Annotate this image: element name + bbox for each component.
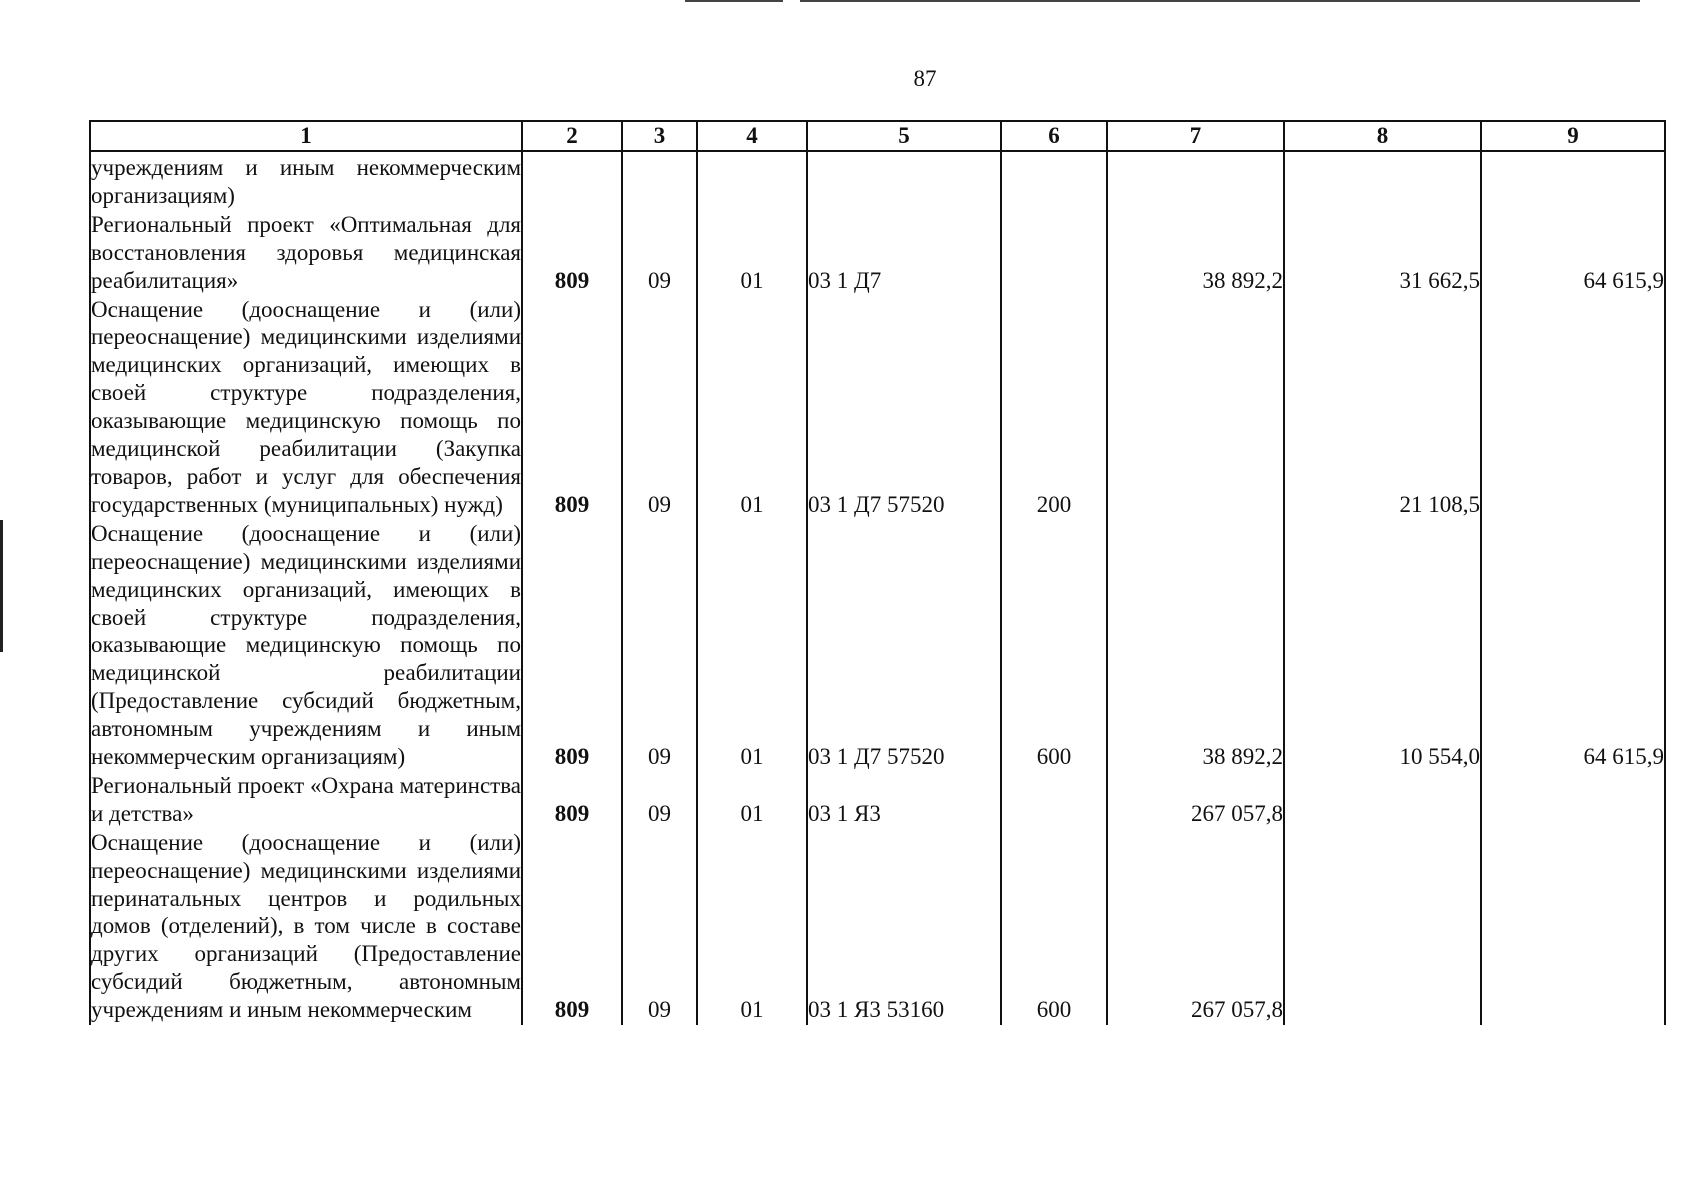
amount-col9	[1481, 151, 1665, 211]
table-row	[90, 296, 1665, 520]
column-header: 7	[1107, 121, 1284, 151]
amount-col7: 267 057,8	[1107, 772, 1284, 829]
subsection-code	[697, 151, 807, 211]
ministry-code: 809	[522, 211, 622, 296]
target-article-code: 03 1 Д7 57520	[807, 296, 1001, 520]
table-row	[90, 520, 1665, 772]
amount-col7: 38 892,2	[1107, 520, 1284, 772]
column-header: 4	[697, 121, 807, 151]
subsection-code: 01	[697, 211, 807, 296]
expense-type-code: 600	[1001, 829, 1107, 1025]
row-description: Оснащение (дооснащение и (или) переоснащение) медицинскими изделиями медицинских организаций, имеющих в своей структуре подразделения, оказывающие медицинскую помощь по медицинской реабилитации (Закупка товаров, работ и услуг для обеспечения государственных (муниципальных) нужд)	[90, 296, 522, 520]
column-header: 9	[1481, 121, 1665, 151]
scan-edge-mark	[0, 520, 3, 652]
table-row	[90, 151, 1665, 211]
expense-type-code: 200	[1001, 296, 1107, 520]
subsection-code: 01	[697, 829, 807, 1025]
amount-col8: 21 108,5	[1284, 296, 1481, 520]
target-article-code: 03 1 Д7 57520	[807, 520, 1001, 772]
expense-type-code	[1001, 772, 1107, 829]
column-header: 6	[1001, 121, 1107, 151]
amount-col8: 31 662,5	[1284, 211, 1481, 296]
target-article-code: 03 1 Д7	[807, 211, 1001, 296]
row-description: Региональный проект «Оптимальная для восстановления здоровья медицинская реабилитация»	[90, 211, 522, 296]
ministry-code	[522, 151, 622, 211]
expense-type-code: 600	[1001, 520, 1107, 772]
expense-type-code	[1001, 151, 1107, 211]
target-article-code: 03 1 Я3 53160	[807, 829, 1001, 1025]
column-header: 3	[622, 121, 697, 151]
section-code: 09	[622, 772, 697, 829]
table-row	[90, 772, 1665, 829]
ministry-code: 809	[522, 296, 622, 520]
column-header: 1	[90, 121, 522, 151]
amount-col7	[1107, 296, 1284, 520]
ministry-code: 809	[522, 520, 622, 772]
row-description: Региональный проект «Охрана материнства и детства»	[90, 772, 522, 829]
subsection-code: 01	[697, 772, 807, 829]
column-header: 8	[1284, 121, 1481, 151]
column-header: 5	[807, 121, 1001, 151]
scan-top-rule	[685, 0, 783, 2]
row-description: Оснащение (дооснащение и (или) переоснащение) медицинскими изделиями перинатальных центров и родильных домов (отделений), в том числе в составе других организаций (Предоставление субсидий бюджетным, автономным учреждениям и иным некоммерческим	[90, 829, 522, 1025]
page-number: 87	[913, 66, 937, 91]
subsection-code: 01	[697, 520, 807, 772]
ministry-code: 809	[522, 829, 622, 1025]
table-row	[90, 211, 1665, 296]
amount-col9	[1481, 829, 1665, 1025]
amount-col8: 10 554,0	[1284, 520, 1481, 772]
budget-table	[89, 120, 1666, 1025]
subsection-code: 01	[697, 296, 807, 520]
target-article-code	[807, 151, 1001, 211]
amount-col9: 64 615,9	[1481, 520, 1665, 772]
row-description: Оснащение (дооснащение и (или) переоснащение) медицинскими изделиями медицинских организаций, имеющих в своей структуре подразделения, оказывающие медицинскую помощь по медицинской реабилитации (Предоставление субсидий бюджетным, автономным учреждениям и иным некоммерческим организациям)	[90, 520, 522, 772]
section-code: 09	[622, 520, 697, 772]
amount-col7: 267 057,8	[1107, 829, 1284, 1025]
row-description: учреждениям и иным некоммерческим организациям)	[90, 151, 522, 211]
table-row	[90, 829, 1665, 1025]
section-code	[622, 151, 697, 211]
amount-col8	[1284, 829, 1481, 1025]
amount-col7	[1107, 151, 1284, 211]
expense-type-code	[1001, 211, 1107, 296]
amount-col9	[1481, 296, 1665, 520]
column-header: 2	[522, 121, 622, 151]
section-code: 09	[622, 829, 697, 1025]
amount-col8	[1284, 772, 1481, 829]
amount-col7: 38 892,2	[1107, 211, 1284, 296]
target-article-code: 03 1 Я3	[807, 772, 1001, 829]
amount-col8	[1284, 151, 1481, 211]
scan-top-rule	[800, 0, 1640, 2]
ministry-code: 809	[522, 772, 622, 829]
table-header-row	[90, 121, 1665, 151]
section-code: 09	[622, 211, 697, 296]
amount-col9: 64 615,9	[1481, 211, 1665, 296]
amount-col9	[1481, 772, 1665, 829]
section-code: 09	[622, 296, 697, 520]
